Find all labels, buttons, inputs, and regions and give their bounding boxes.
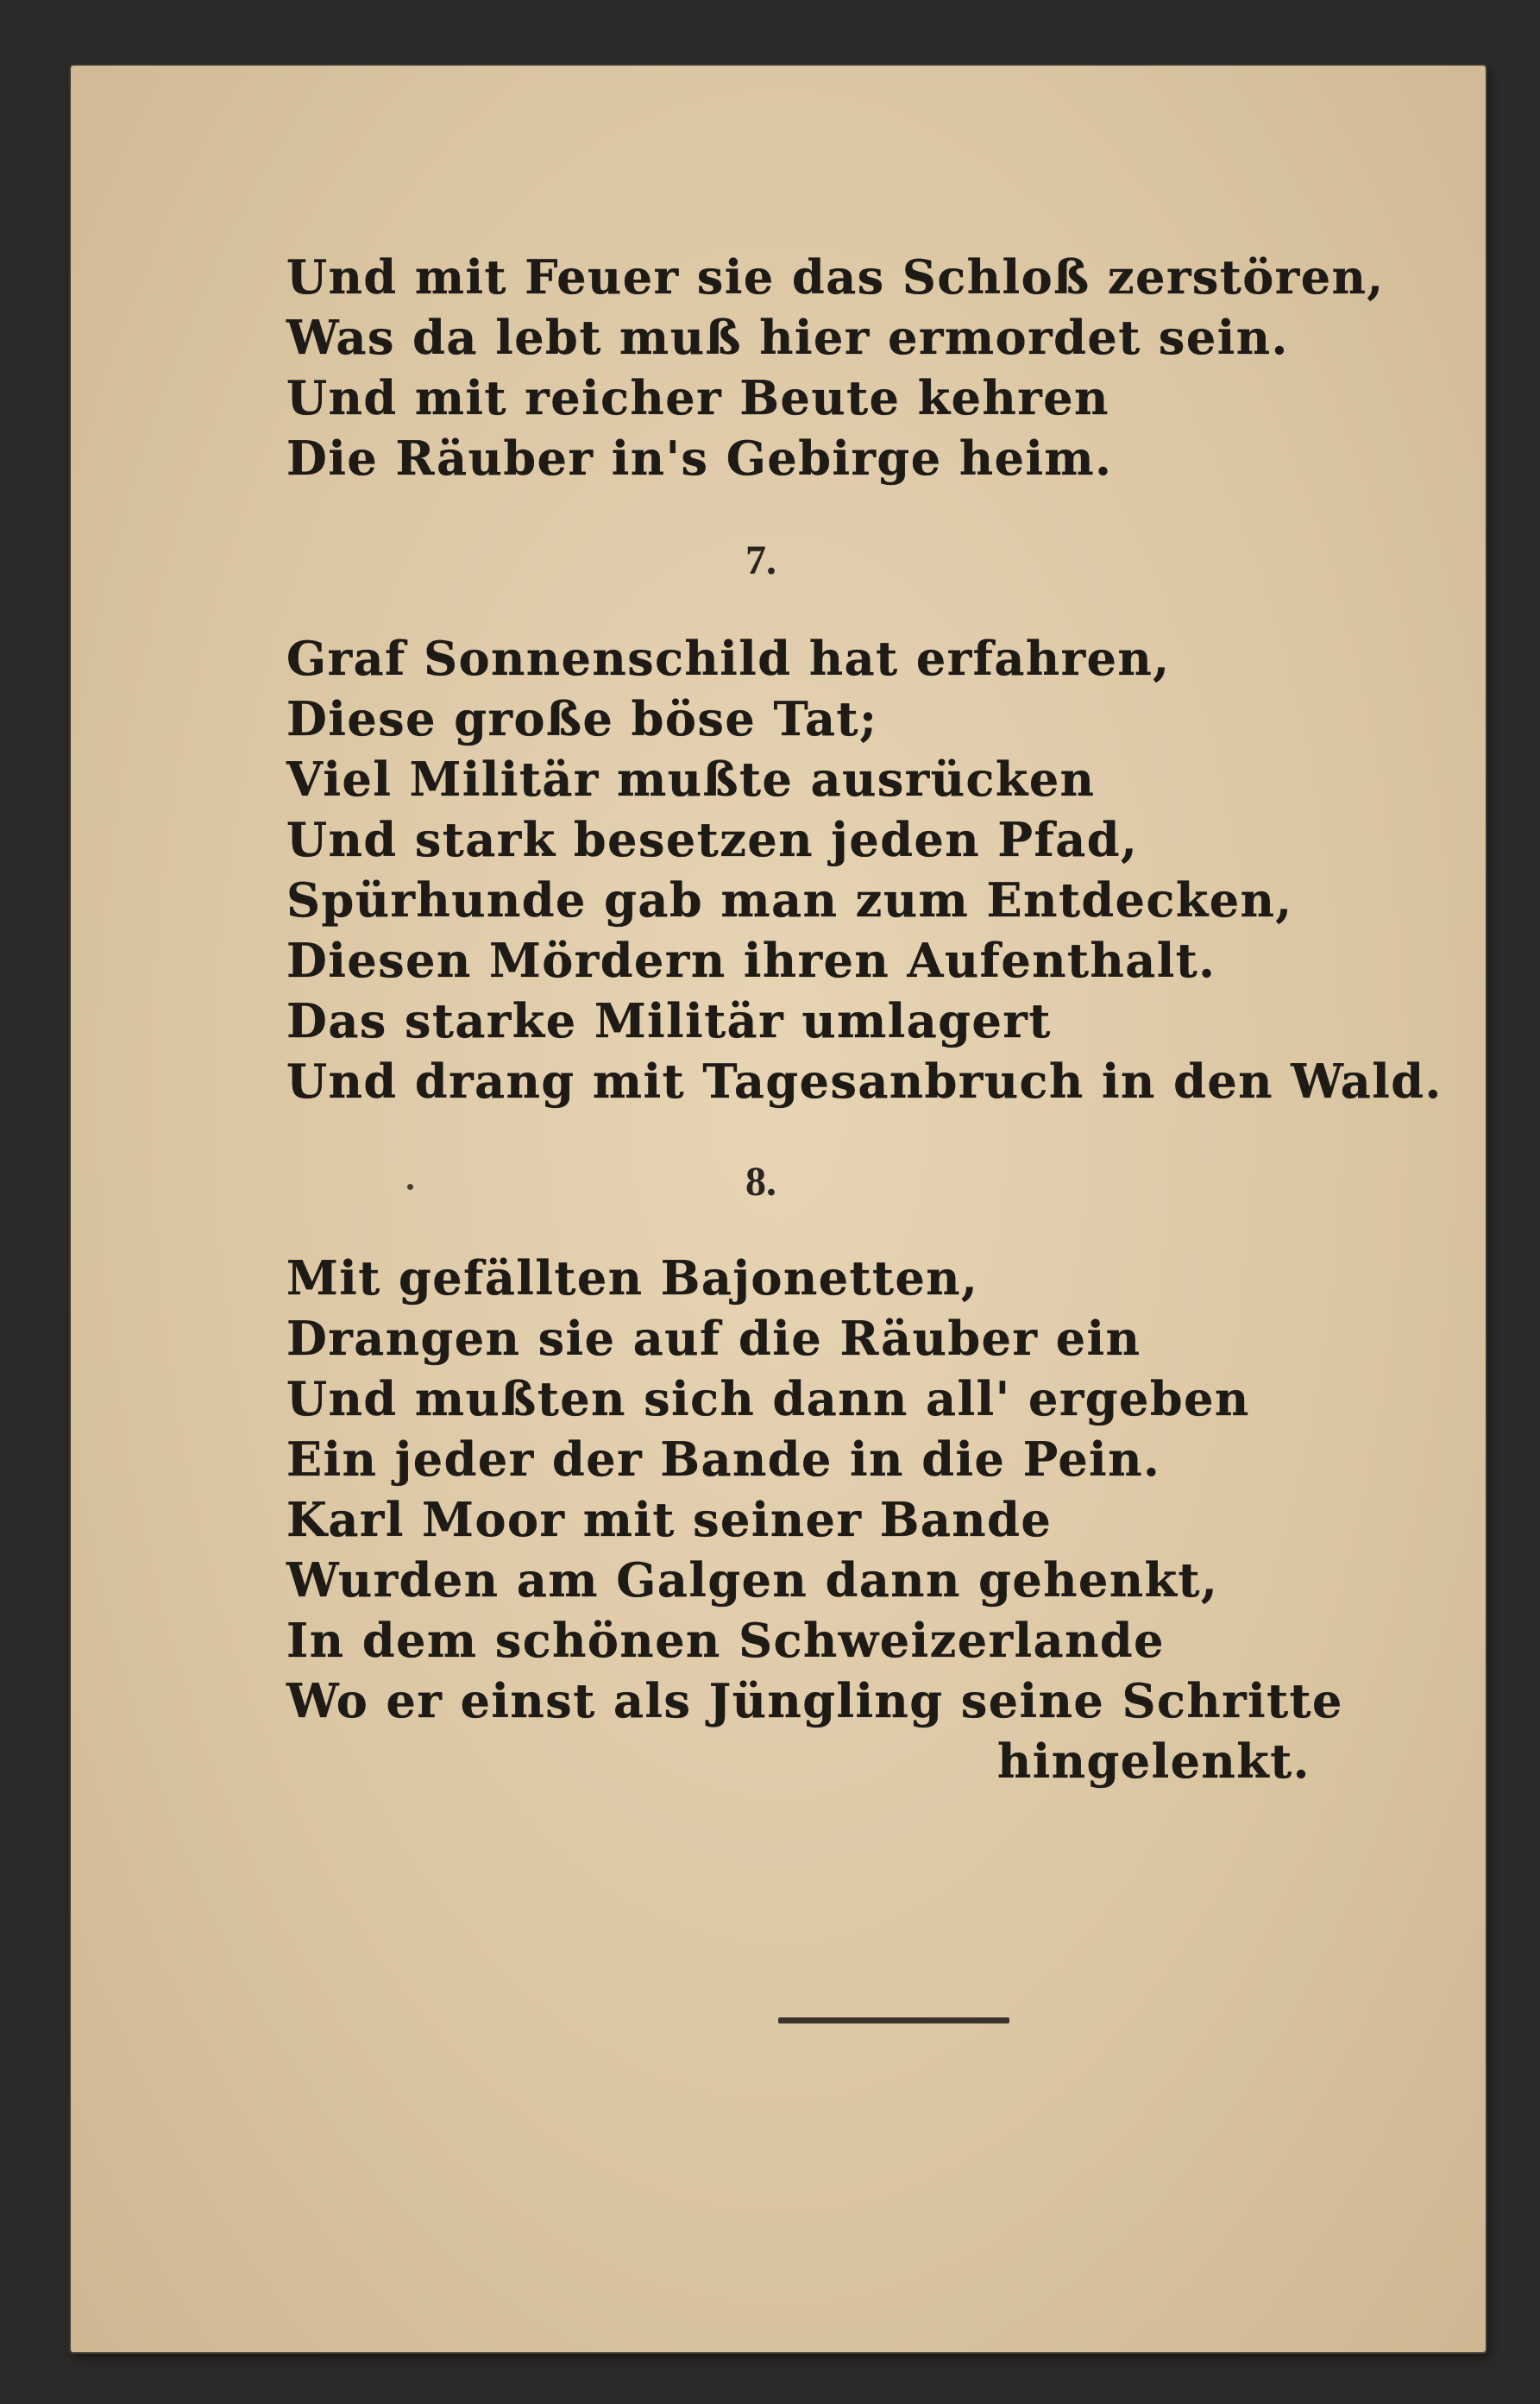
verse-line: Und mit Feuer sie das Schloß zerstören,	[286, 249, 1385, 305]
verse-line: Und mit reicher Beute kehren	[286, 370, 1109, 425]
verse-line: Und stark besetzen jeden Pfad,	[286, 812, 1139, 867]
verse-line: Mit gefällten Bajonetten,	[286, 1250, 979, 1306]
verse-line: Graf Sonnenschild hat erfahren,	[286, 631, 1171, 686]
poem-content	[286, 247, 1443, 1791]
stanza-8	[286, 1248, 1343, 1791]
verse-line: Viel Militär mußte ausrücken	[286, 752, 1096, 807]
stanza-7	[286, 628, 1443, 1111]
verse-line: Was da lebt muß hier ermordet sein.	[286, 310, 1289, 365]
verse-line-continuation: hingelenkt.	[997, 1734, 1311, 1789]
verse-line: Das starke Militär umlagert	[286, 993, 1052, 1048]
verse-line: Und mußten sich dann all' ergeben	[286, 1371, 1250, 1426]
verse-line: Diese große böse Tat;	[286, 691, 878, 746]
verse-line: Wo er einst als Jüngling seine Schritte	[286, 1673, 1343, 1728]
verse-line: Und drang mit Tagesanbruch in den Wald.	[286, 1054, 1443, 1109]
verse-line: Drangen sie auf die Räuber ein	[286, 1311, 1141, 1366]
stanza-number-7: 7.	[745, 538, 776, 583]
verse-line: Spürhunde gab man zum Entdecken,	[286, 872, 1293, 928]
verse-line: Wurden am Galgen dann gehenkt,	[286, 1552, 1219, 1608]
verse-line: Ein jeder der Bande in die Pein.	[286, 1432, 1161, 1487]
verse-line: Die Räuber in's Gebirge heim.	[286, 431, 1113, 486]
verse-line: In dem schönen Schweizerlande	[286, 1613, 1165, 1668]
end-rule-divider	[778, 2017, 1009, 2023]
document-page	[71, 66, 1486, 2352]
verse-line: Karl Moor mit seiner Bande	[286, 1492, 1053, 1547]
stanza-6	[286, 247, 1385, 488]
stanza-number-8: 8.	[745, 1159, 776, 1205]
verse-line: Diesen Mördern ihren Aufenthalt.	[286, 933, 1216, 988]
ink-speck	[407, 1184, 413, 1190]
